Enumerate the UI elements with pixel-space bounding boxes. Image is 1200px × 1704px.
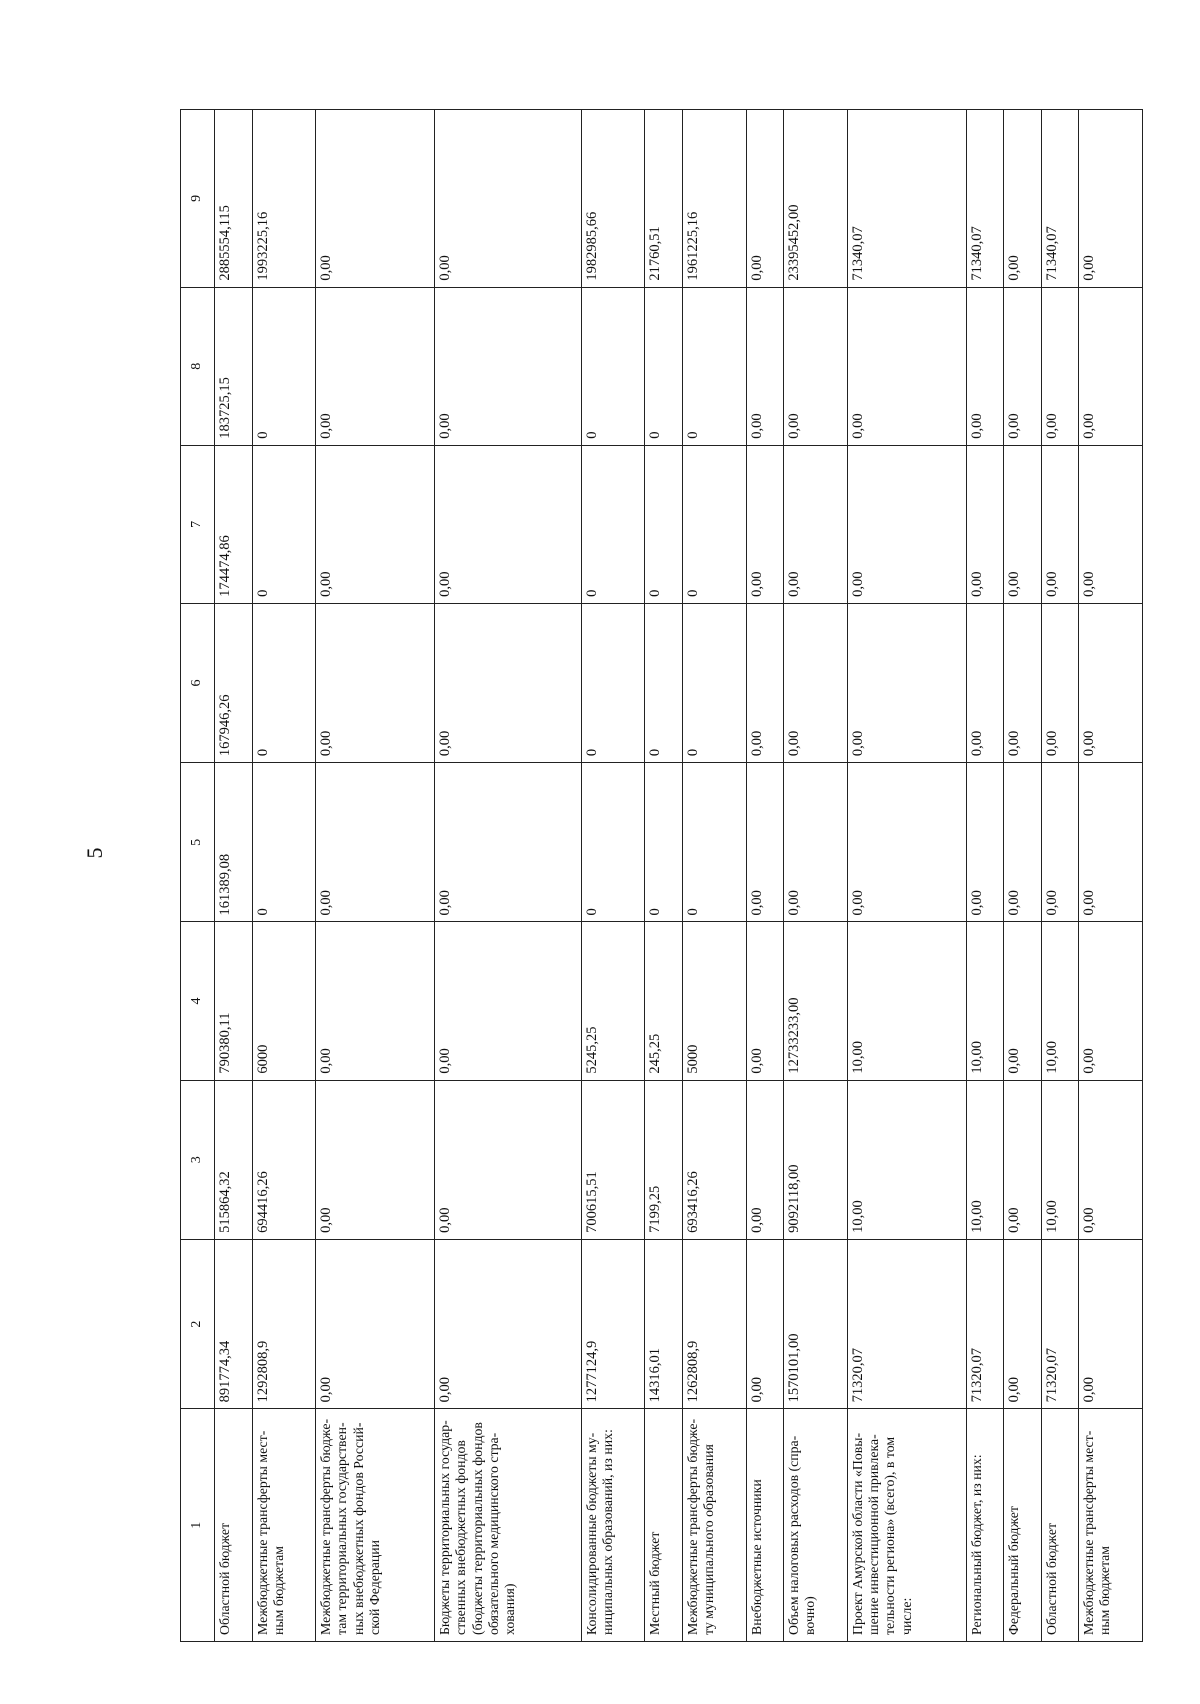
column-header-8: 8	[181, 287, 215, 445]
table-cell: 0,00	[746, 110, 784, 288]
table-cell: 0	[682, 445, 746, 603]
column-header-9: 9	[181, 110, 215, 288]
page-number: 5	[82, 847, 107, 859]
table-cell: 2885554,115	[215, 110, 253, 288]
table-cell: 71340,07	[847, 110, 966, 288]
table-cell: 0,00	[1004, 763, 1042, 922]
table-cell: 174474,86	[215, 445, 253, 603]
table-cell: 0,00	[1004, 1080, 1042, 1239]
table-cell: 0,00	[966, 287, 1004, 445]
table-cell: 891774,34	[215, 1239, 253, 1409]
table-cell: 0,00	[316, 1239, 435, 1409]
table-cell: 0,00	[435, 603, 582, 762]
table-cell: 0,00	[316, 110, 435, 288]
table-cell: 0,00	[1041, 287, 1079, 445]
table-cell: 0,00	[1004, 1239, 1042, 1409]
column-header-6: 6	[181, 603, 215, 762]
table-cell: 0,00	[1079, 110, 1143, 288]
row-label: Внебюджетные источники	[746, 1409, 784, 1642]
table-cell: 21760,51	[645, 110, 683, 288]
table-cell: 0,00	[1004, 110, 1042, 288]
table-cell: 12733233,00	[784, 922, 848, 1080]
table-cell: 1262808,9	[682, 1239, 746, 1409]
table-cell: 0	[252, 603, 316, 762]
table-cell: 0,00	[435, 1239, 582, 1409]
table-cell: 0	[682, 287, 746, 445]
table-cell: 0	[252, 287, 316, 445]
column-header-1: 1	[181, 1409, 215, 1642]
table-cell: 245,25	[645, 922, 683, 1080]
table-row	[1004, 110, 1042, 1642]
column-header-5: 5	[181, 763, 215, 922]
table-cell: 0,00	[1079, 445, 1143, 603]
table-body	[215, 110, 1143, 1642]
table-cell: 0,00	[1041, 445, 1079, 603]
table-row	[746, 110, 784, 1642]
row-label: Межбюджетные трансферты мест-ным бюджетам	[252, 1409, 316, 1642]
table-cell: 0,00	[746, 1080, 784, 1239]
row-label: Федеральный бюджет	[1004, 1409, 1042, 1642]
table-cell: 0,00	[316, 445, 435, 603]
table-cell: 71320,07	[1041, 1239, 1079, 1409]
table-cell: 10,00	[1041, 922, 1079, 1080]
table-cell: 0	[581, 603, 645, 762]
table-cell: 10,00	[847, 922, 966, 1080]
table-cell: 515864,32	[215, 1080, 253, 1239]
column-header-3: 3	[181, 1080, 215, 1239]
table-row	[316, 110, 435, 1642]
table-cell: 0,00	[746, 445, 784, 603]
table-row	[581, 110, 645, 1642]
table-cell: 10,00	[966, 1080, 1004, 1239]
table-cell: 10,00	[847, 1080, 966, 1239]
table-cell: 10,00	[1041, 1080, 1079, 1239]
table-cell: 0,00	[1041, 603, 1079, 762]
table-cell: 0,00	[316, 1080, 435, 1239]
column-header-7: 7	[181, 445, 215, 603]
table-cell: 71340,07	[966, 110, 1004, 288]
table-cell: 0,00	[1004, 287, 1042, 445]
table-cell: 0,00	[1079, 287, 1143, 445]
table-cell: 700615,51	[581, 1080, 645, 1239]
table-cell: 0,00	[435, 922, 582, 1080]
table-cell: 1570101,00	[784, 1239, 848, 1409]
table-cell: 0	[645, 763, 683, 922]
table-cell: 0,00	[784, 445, 848, 603]
table-cell: 0,00	[1079, 1080, 1143, 1239]
table-cell: 6000	[252, 922, 316, 1080]
row-label: Проект Амурской области «Повы-шение инвестиционной привлека-тельности региона» (всего), в том числе:	[847, 1409, 966, 1642]
table-cell: 0	[581, 445, 645, 603]
table-cell: 0	[645, 603, 683, 762]
row-label: Межбюджетные трансферты мест-ным бюджетам	[1079, 1409, 1143, 1642]
table-cell: 0,00	[316, 287, 435, 445]
table-cell: 0,00	[1041, 763, 1079, 922]
row-label: Бюджеты территориальных государ-ственных внебюджетных фондов (бюджеты территориальных фондов обязательного медицинского стра-хования)	[435, 1409, 582, 1642]
table-cell: 0,00	[847, 287, 966, 445]
table-cell: 0,00	[435, 287, 582, 445]
rotated-table-wrapper	[180, 109, 1143, 1642]
table-cell: 0	[252, 445, 316, 603]
table-cell: 1277124,9	[581, 1239, 645, 1409]
table-cell: 0	[682, 603, 746, 762]
table-row	[966, 110, 1004, 1642]
table-cell: 10,00	[966, 922, 1004, 1080]
table-cell: 5000	[682, 922, 746, 1080]
table-cell: 0,00	[1004, 922, 1042, 1080]
table-cell: 0,00	[966, 603, 1004, 762]
row-label: Межбюджетные трансферты бюдже-ту муниципального образования	[682, 1409, 746, 1642]
table-cell: 790380,11	[215, 922, 253, 1080]
table-cell: 7199,25	[645, 1080, 683, 1239]
table-cell: 693416,26	[682, 1080, 746, 1239]
table-cell: 183725,15	[215, 287, 253, 445]
table-cell: 0,00	[435, 445, 582, 603]
table-cell: 0,00	[1079, 1239, 1143, 1409]
table-cell: 0,00	[316, 922, 435, 1080]
table-row	[682, 110, 746, 1642]
row-label: Местный бюджет	[645, 1409, 683, 1642]
table-cell: 0,00	[435, 763, 582, 922]
column-header-4: 4	[181, 922, 215, 1080]
table-cell: 0	[682, 763, 746, 922]
budget-table	[180, 109, 1143, 1642]
table-cell: 0,00	[316, 603, 435, 762]
table-row	[645, 110, 683, 1642]
table-cell: 0,00	[966, 445, 1004, 603]
row-label: Консолидированные бюджеты му-ниципальных образований, из них:	[581, 1409, 645, 1642]
table-cell: 694416,26	[252, 1080, 316, 1239]
header-row	[181, 110, 215, 1642]
table-cell: 0,00	[435, 110, 582, 288]
table-cell: 0,00	[746, 603, 784, 762]
table-cell: 0,00	[784, 287, 848, 445]
table-cell: 0,00	[1004, 603, 1042, 762]
table-row	[215, 110, 253, 1642]
table-cell: 0,00	[746, 922, 784, 1080]
table-cell: 0,00	[1079, 603, 1143, 762]
table-cell: 23395452,00	[784, 110, 848, 288]
row-label: Объем налоговых расходов (спра-вочно)	[784, 1409, 848, 1642]
table-cell: 71340,07	[1041, 110, 1079, 288]
table-cell: 0,00	[847, 603, 966, 762]
table-cell: 71320,07	[966, 1239, 1004, 1409]
row-label: Областной бюджет	[1041, 1409, 1079, 1642]
table-cell: 0	[645, 445, 683, 603]
table-cell: 0,00	[847, 763, 966, 922]
table-cell: 9092118,00	[784, 1080, 848, 1239]
table-cell: 0,00	[1004, 445, 1042, 603]
table-row	[847, 110, 966, 1642]
table-cell: 0,00	[1079, 922, 1143, 1080]
table-cell: 0,00	[784, 603, 848, 762]
table-cell: 1961225,16	[682, 110, 746, 288]
table-cell: 0	[581, 763, 645, 922]
table-cell: 0	[645, 287, 683, 445]
table-cell: 0,00	[966, 763, 1004, 922]
table-cell: 1982985,66	[581, 110, 645, 288]
table-cell: 0,00	[1079, 763, 1143, 922]
table-cell: 0	[581, 287, 645, 445]
table-cell: 0,00	[435, 1080, 582, 1239]
table-cell: 0,00	[847, 445, 966, 603]
table-cell: 0	[252, 763, 316, 922]
table-cell: 71320,07	[847, 1239, 966, 1409]
table-cell: 167946,26	[215, 603, 253, 762]
table-cell: 5245,25	[581, 922, 645, 1080]
table-cell: 1292808,9	[252, 1239, 316, 1409]
column-header-2: 2	[181, 1239, 215, 1409]
table-cell: 0,00	[316, 763, 435, 922]
row-label: Региональный бюджет, из них:	[966, 1409, 1004, 1642]
row-label: Межбюджетные трансферты бюдже-там территориальных государствен-ных внебюджетных фондов Россий-ской Федерации	[316, 1409, 435, 1642]
table-cell: 0,00	[746, 287, 784, 445]
table-header	[181, 110, 215, 1642]
table-row	[1041, 110, 1079, 1642]
table-cell: 0,00	[784, 763, 848, 922]
table-cell: 1993225,16	[252, 110, 316, 288]
table-cell: 14316,01	[645, 1239, 683, 1409]
table-row	[784, 110, 848, 1642]
table-cell: 0,00	[746, 1239, 784, 1409]
row-label: Областной бюджет	[215, 1409, 253, 1642]
table-row	[252, 110, 316, 1642]
table-cell: 0,00	[746, 763, 784, 922]
table-row	[1079, 110, 1143, 1642]
table-row	[435, 110, 582, 1642]
table-cell: 161389,08	[215, 763, 253, 922]
